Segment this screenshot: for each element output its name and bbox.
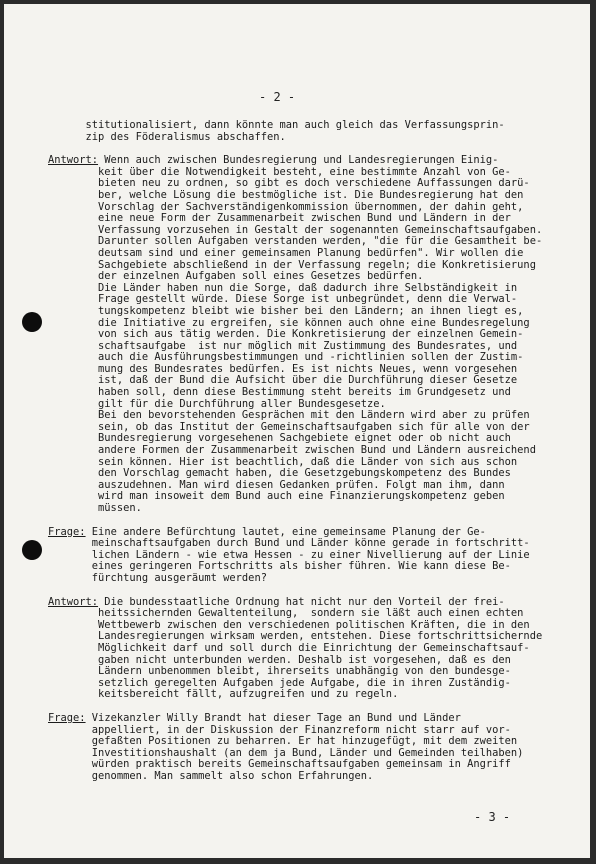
next-page-marker: - 3 - [474, 810, 511, 824]
text-line: Möglichkeit darf und soll durch die Einrichtung der Gemeinschaftsauf- [48, 641, 530, 654]
text-line: keitsbereicht fällt, aufzugreifen und zu regeln. [48, 688, 399, 701]
text-line: auszudehnen. Man wird diesen Gedanken prüfen. Folgt man ihm, dann [48, 478, 505, 491]
question-block [48, 713, 548, 783]
text-line: Frage gestellt würde. Diese Sorge ist unbegründet, denn die Verwal- [48, 293, 518, 306]
text-line: stitutionalisiert, dann könnte man auch gleich das Verfassungsprin- [48, 119, 505, 131]
text-line: heitssichernden Gewaltenteilung, sondern sie läßt auch einen echten [48, 607, 524, 620]
answer-label: Antwort: [48, 595, 99, 608]
punch-hole [22, 540, 42, 560]
text-line: der einzelnen Aufgaben soll eines Gesetzes bedürfen. [48, 270, 424, 283]
text-line: gilt für die Durchführung aller Bundesgesetze. [48, 397, 386, 410]
text-line: gaben nicht unterbunden werden. Deshalb ist vorgesehen, daß es den [48, 653, 511, 666]
text-line: sein können. Hier ist beachtlich, daß die Länder von sich aus schon [48, 455, 518, 468]
text-line: Vorschlag der Sachverständigenkommission übernommen, der dahin geht, [48, 200, 524, 213]
text-line: Sachgebiete abschließend in der Verfassung regeln; die Konkretisierung [48, 258, 536, 271]
text-line: sein, ob das Institut der Gemeinschaftsaufgaben sich für alle von der [48, 420, 530, 433]
text-line: deutsam sind und einer gemeinsamen Planung bedürfen". Wir wollen die [48, 246, 524, 259]
text-line-content: Vizekanzler Willy Brandt hat dieser Tage an Bund und Länder [85, 711, 461, 724]
text-line: den Vorschlag gemacht haben, die Gesetzgebungskompetenz des Bundes [48, 467, 511, 480]
text-line: schaftsaufgabe ist nur möglich mit Zustimmung des Bundesrates, und [48, 339, 518, 352]
text-line: keit über die Notwendigkeit besteht, eine bestimmte Anzahl von Ge- [48, 165, 511, 178]
text-line [48, 713, 548, 725]
text-line-content: Eine andere Befürchtung lautet, eine gemeinsame Planung der Ge- [85, 525, 486, 538]
text-line: würden praktisch bereits Gemeinschaftsaufgaben gemeinsam in Angriff [48, 758, 511, 771]
text-line: auch die Ausführungsbestimmungen und -richtlinien sollen der Zustim- [48, 351, 524, 364]
text-line: von sich aus tätig werden. Die Konkretisierung der einzelnen Gemein- [48, 328, 524, 341]
text-line: Investitionshaushalt (an dem ja Bund, Länder und Gemeinden teilhaben) [48, 746, 524, 759]
text-line: andere Formen der Zusammenarbeit zwischen Bund und Ländern ausreichend [48, 444, 536, 457]
answer-block [48, 597, 548, 701]
question-label: Frage: [48, 711, 86, 724]
text-line: bieten neu zu ordnen, so gibt es doch verschiedene Auffassungen darü- [48, 177, 530, 190]
text-line: Darunter sollen Aufgaben verstanden werden, "die für die Gesamtheit be- [48, 235, 543, 248]
text-line: appelliert, in der Diskussion der Finanzreform nicht starr auf vor- [48, 723, 511, 736]
text-line: genommen. Man sammelt also schon Erfahrungen. [48, 769, 374, 782]
answer-block [48, 155, 548, 514]
text-line: gefaßten Positionen zu beharren. Er hat hinzugefügt, mit dem zweiten [48, 735, 518, 748]
text-line: Wettbewerb zwischen den verschiedenen politischen Kräften, die in den [48, 618, 530, 631]
text-line-content: Wenn auch zwischen Bundesregierung und Landesregierungen Einig- [98, 154, 499, 167]
continuation-block [48, 120, 548, 143]
text-line: die Initiative zu ergreifen, sie können auch ohne eine Bundesregelung [48, 316, 530, 329]
text-line: ber, welche Lösung die bestmögliche ist. Die Bundesregierung hat den [48, 188, 524, 201]
text-line: fürchtung ausgeräumt werden? [48, 571, 267, 584]
text-line: Landesregierungen wirksam werden, entstehen. Diese fortschrittsichernde [48, 630, 543, 643]
text-line: eine neue Form der Zusammenarbeit zwischen Bund und Ländern in der [48, 212, 511, 225]
text-line: setzlich geregelten Aufgaben jede Aufgabe, die in ihren Zuständig- [48, 676, 511, 689]
text-line: lichen Ländern - wie etwa Hessen - zu einer Nivellierung auf der Linie [48, 548, 530, 561]
text-line: eines geringeren Fortschritts als bisher führen. Wie kann diese Be- [48, 560, 511, 573]
document-page [4, 4, 590, 858]
answer-label: Antwort: [48, 154, 99, 167]
document-body [48, 120, 548, 794]
text-line: meinschaftsaufgaben durch Bund und Länder könne gerade in fortschritt- [48, 537, 530, 550]
text-line-content: Die bundesstaatliche Ordnung hat nicht nur den Vorteil der frei- [98, 595, 505, 608]
text-line: wird man insoweit dem Bund auch eine Finanzierungskompetenz geben [48, 490, 505, 503]
text-line: Bundesregierung vorgesehenen Sachgebiete eignet oder ob nicht auch [48, 432, 511, 445]
text-line: Bei den bevorstehenden Gesprächen mit den Ländern wird aber zu prüfen [48, 409, 530, 422]
text-line: tungskompetenz bleibt wie bisher bei den Ländern; an ihnen liegt es, [48, 304, 524, 317]
text-line: Ländern unbenommen bleibt, ihrerseits unabhängig von den bundesge- [48, 665, 511, 678]
text-line: Die Länder haben nun die Sorge, daß dadurch ihre Selbständigkeit in [48, 281, 518, 294]
page-number: - 2 - [259, 90, 296, 104]
question-block [48, 527, 548, 585]
punch-hole [22, 312, 42, 332]
text-line: mung des Bundesrates bedürfen. Es ist nichts Neues, wenn vorgesehen [48, 362, 518, 375]
text-line: ist, daß der Bund die Aufsicht über die Durchführung dieser Gesetze [48, 374, 518, 387]
text-line: Verfassung vorzusehen in Gestalt der sogenannten Gemeinschaftsaufgaben. [48, 223, 543, 236]
question-label: Frage: [48, 525, 86, 538]
text-line: müssen. [48, 502, 142, 514]
text-line: zip des Föderalismus abschaffen. [48, 130, 286, 143]
text-line: haben soll, denn diese Bestimmung steht bereits im Grundgesetz und [48, 386, 511, 399]
